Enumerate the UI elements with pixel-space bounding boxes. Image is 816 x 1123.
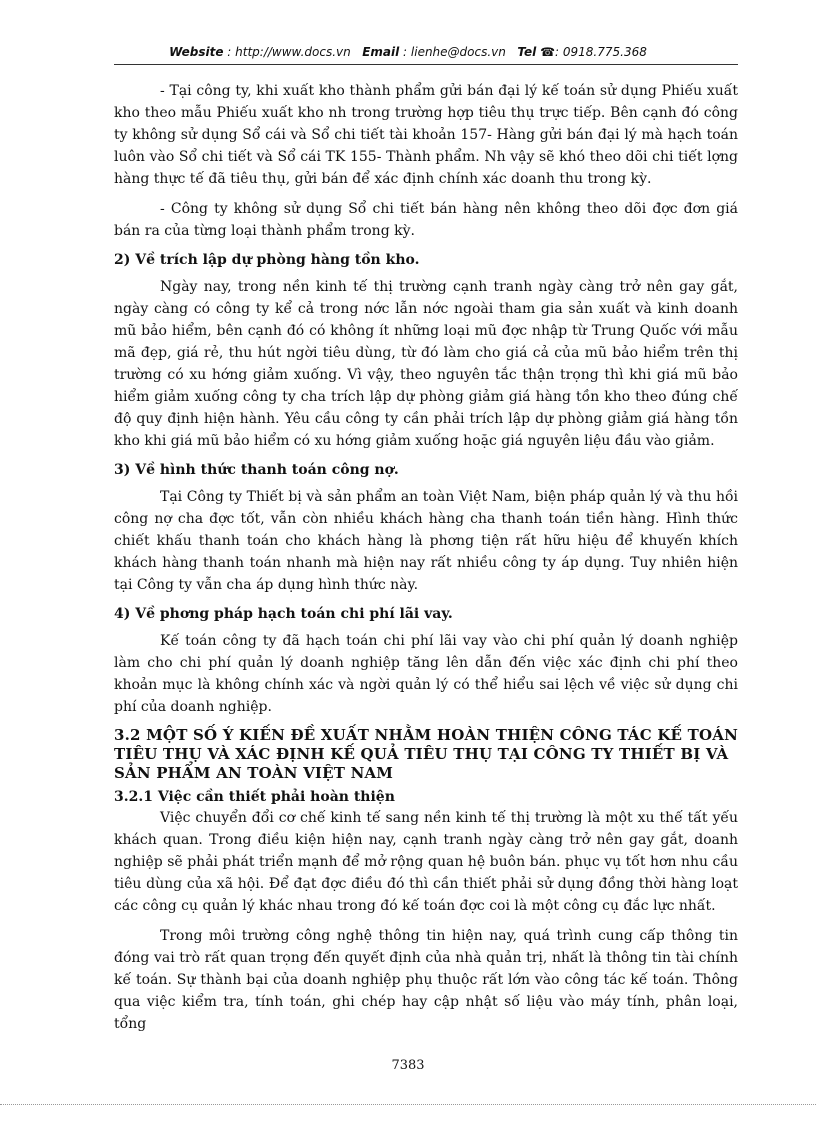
paragraph-5: Kế toán công ty đã hạch toán chi phí lãi vay vào chi phí quản lý doanh nghiệp làm cho chi phí quản lý doanh nghiệp tăng lên dẫn đến việc xác định chi phí theo khoản mục là không chính xác và ngời quản lý có thể hiểu sai lệch về việc sử dụng chi phí của doanh nghiệp.	[114, 633, 738, 715]
section-title: 3.2 MỘT SỐ Ý KIẾN ĐỀ XUẤT NHẰM HOÀN THIỆN CÔNG TÁC KẾ TOÁN TIÊU THỤ VÀ XÁC ĐỊNH KẾ QUẢ TIÊU THỤ TẠI CÔNG TY THIẾT BỊ VÀ SẢN PHẨM AN TOÀN VIỆT NAM	[114, 726, 738, 782]
paragraph-2: - Công ty không sử dụng Sổ chi tiết bán hàng nên không theo dõi đợc đơn giá bán ra của từng loại thành phẩm trong kỳ.	[114, 201, 738, 239]
page-bottom-rule	[0, 1104, 816, 1105]
website-value: : http://www.docs.vn	[227, 45, 351, 59]
page-header	[0, 45, 816, 59]
tel-label: Tel	[517, 45, 537, 59]
document-body	[114, 80, 738, 1043]
tel-value: : 0918.775.368	[555, 45, 647, 59]
phone-icon: ☎	[540, 45, 556, 59]
heading-3: 3) Về hình thức thanh toán công nợ.	[114, 462, 399, 478]
email-value: : lienhe@docs.vn	[403, 45, 506, 59]
paragraph-3: Ngày nay, trong nền kinh tế thị trường cạnh tranh ngày càng trở nên gay gắt, ngày càng có công ty kể cả trong nớc lẫn nớc ngoài tham gia sản xuất và kinh doanh mũ bảo hiểm, bên cạnh đó có không ít những loại mũ đợc nhập từ Trung Quốc với mẫu mã đẹp, giá rẻ, thu hút ngời tiêu dùng, từ đó làm cho giá cả của mũ bảo hiểm trên thị trường có xu hớng giảm xuống. Vì vậy, theo nguyên tắc thận trọng thì khi giá mũ bảo hiểm giảm xuống công ty cha trích lập dự phòng giảm giá hàng tồn kho theo đúng chế độ quy định hiện hành. Yêu cầu công ty cần phải trích lập dự phòng giảm giá hàng tồn kho khi giá mũ bảo hiểm có xu hớng giảm xuống hoặc giá nguyên liệu đầu vào giảm.	[114, 279, 738, 449]
paragraph-6: Việc chuyển đổi cơ chế kinh tế sang nền kinh tế thị trường là một xu thế tất yếu khách quan. Trong điều kiện hiện nay, cạnh tranh ngày càng trở nên gay gắt, doanh nghiệp sẽ phải phát triển mạnh để mở rộng quan hệ buôn bán. phục vụ tốt hơn nhu cầu tiêu dùng của xã hội. Để đạt đợc điều đó thì cần thiết phải sử dụng đồng thời hàng loạt các công cụ quản lý khác nhau trong đó kế toán đợc coi là một công cụ đắc lực nhất.	[114, 810, 738, 914]
page-number: 7383	[391, 1058, 425, 1073]
heading-2: 2) Về trích lập dự phòng hàng tồn kho.	[114, 252, 420, 268]
paragraph-4: Tại Công ty Thiết bị và sản phẩm an toàn Việt Nam, biện pháp quản lý và thu hồi công nợ cha đợc tốt, vẫn còn nhiều khách hàng cha thanh toán tiền hàng. Hình thức chiết khấu thanh toán cho khách hàng là phơng tiện rất hữu hiệu để khuyến khích khách hàng thanh toán nhanh mà hiện nay rất nhiều công ty áp dụng. Tuy nhiên hiện tại Công ty vẫn cha áp dụng hình thức này.	[114, 489, 738, 593]
email-label: Email	[362, 45, 400, 59]
subsection-title: 3.2.1 Việc cần thiết phải hoàn thiện	[114, 789, 395, 805]
header-rule	[114, 64, 738, 65]
website-label: Website	[169, 45, 224, 59]
paragraph-7: Trong môi trường công nghệ thông tin hiện nay, quá trình cung cấp thông tin đóng vai trò rất quan trọng đến quyết định của nhà quản trị, nhất là thông tin tài chính kế toán. Sự thành bại của doanh nghiệp phụ thuộc rất lớn vào công tác kế toán. Thông qua việc kiểm tra, tính toán, ghi chép hay cập nhật số liệu vào máy tính, phân loại, tổng	[114, 928, 738, 1032]
paragraph-1: - Tại công ty, khi xuất kho thành phẩm gửi bán đại lý kế toán sử dụng Phiếu xuất kho theo mẫu Phiếu xuất kho nh trong trường hợp tiêu thụ trực tiếp. Bên cạnh đó công ty không sử dụng Sổ cái và Sổ chi tiết tài khoản 157- Hàng gửi bán đại lý mà hạch toán luôn vào Sổ chi tiết và Sổ cái TK 155- Thành phẩm. Nh vậy sẽ khó theo dõi chi tiết lợng hàng thực tế đã tiêu thụ, gửi bán để xác định chính xác doanh thu trong kỳ.	[114, 83, 738, 187]
heading-4: 4) Về phơng pháp hạch toán chi phí lãi vay.	[114, 606, 453, 622]
